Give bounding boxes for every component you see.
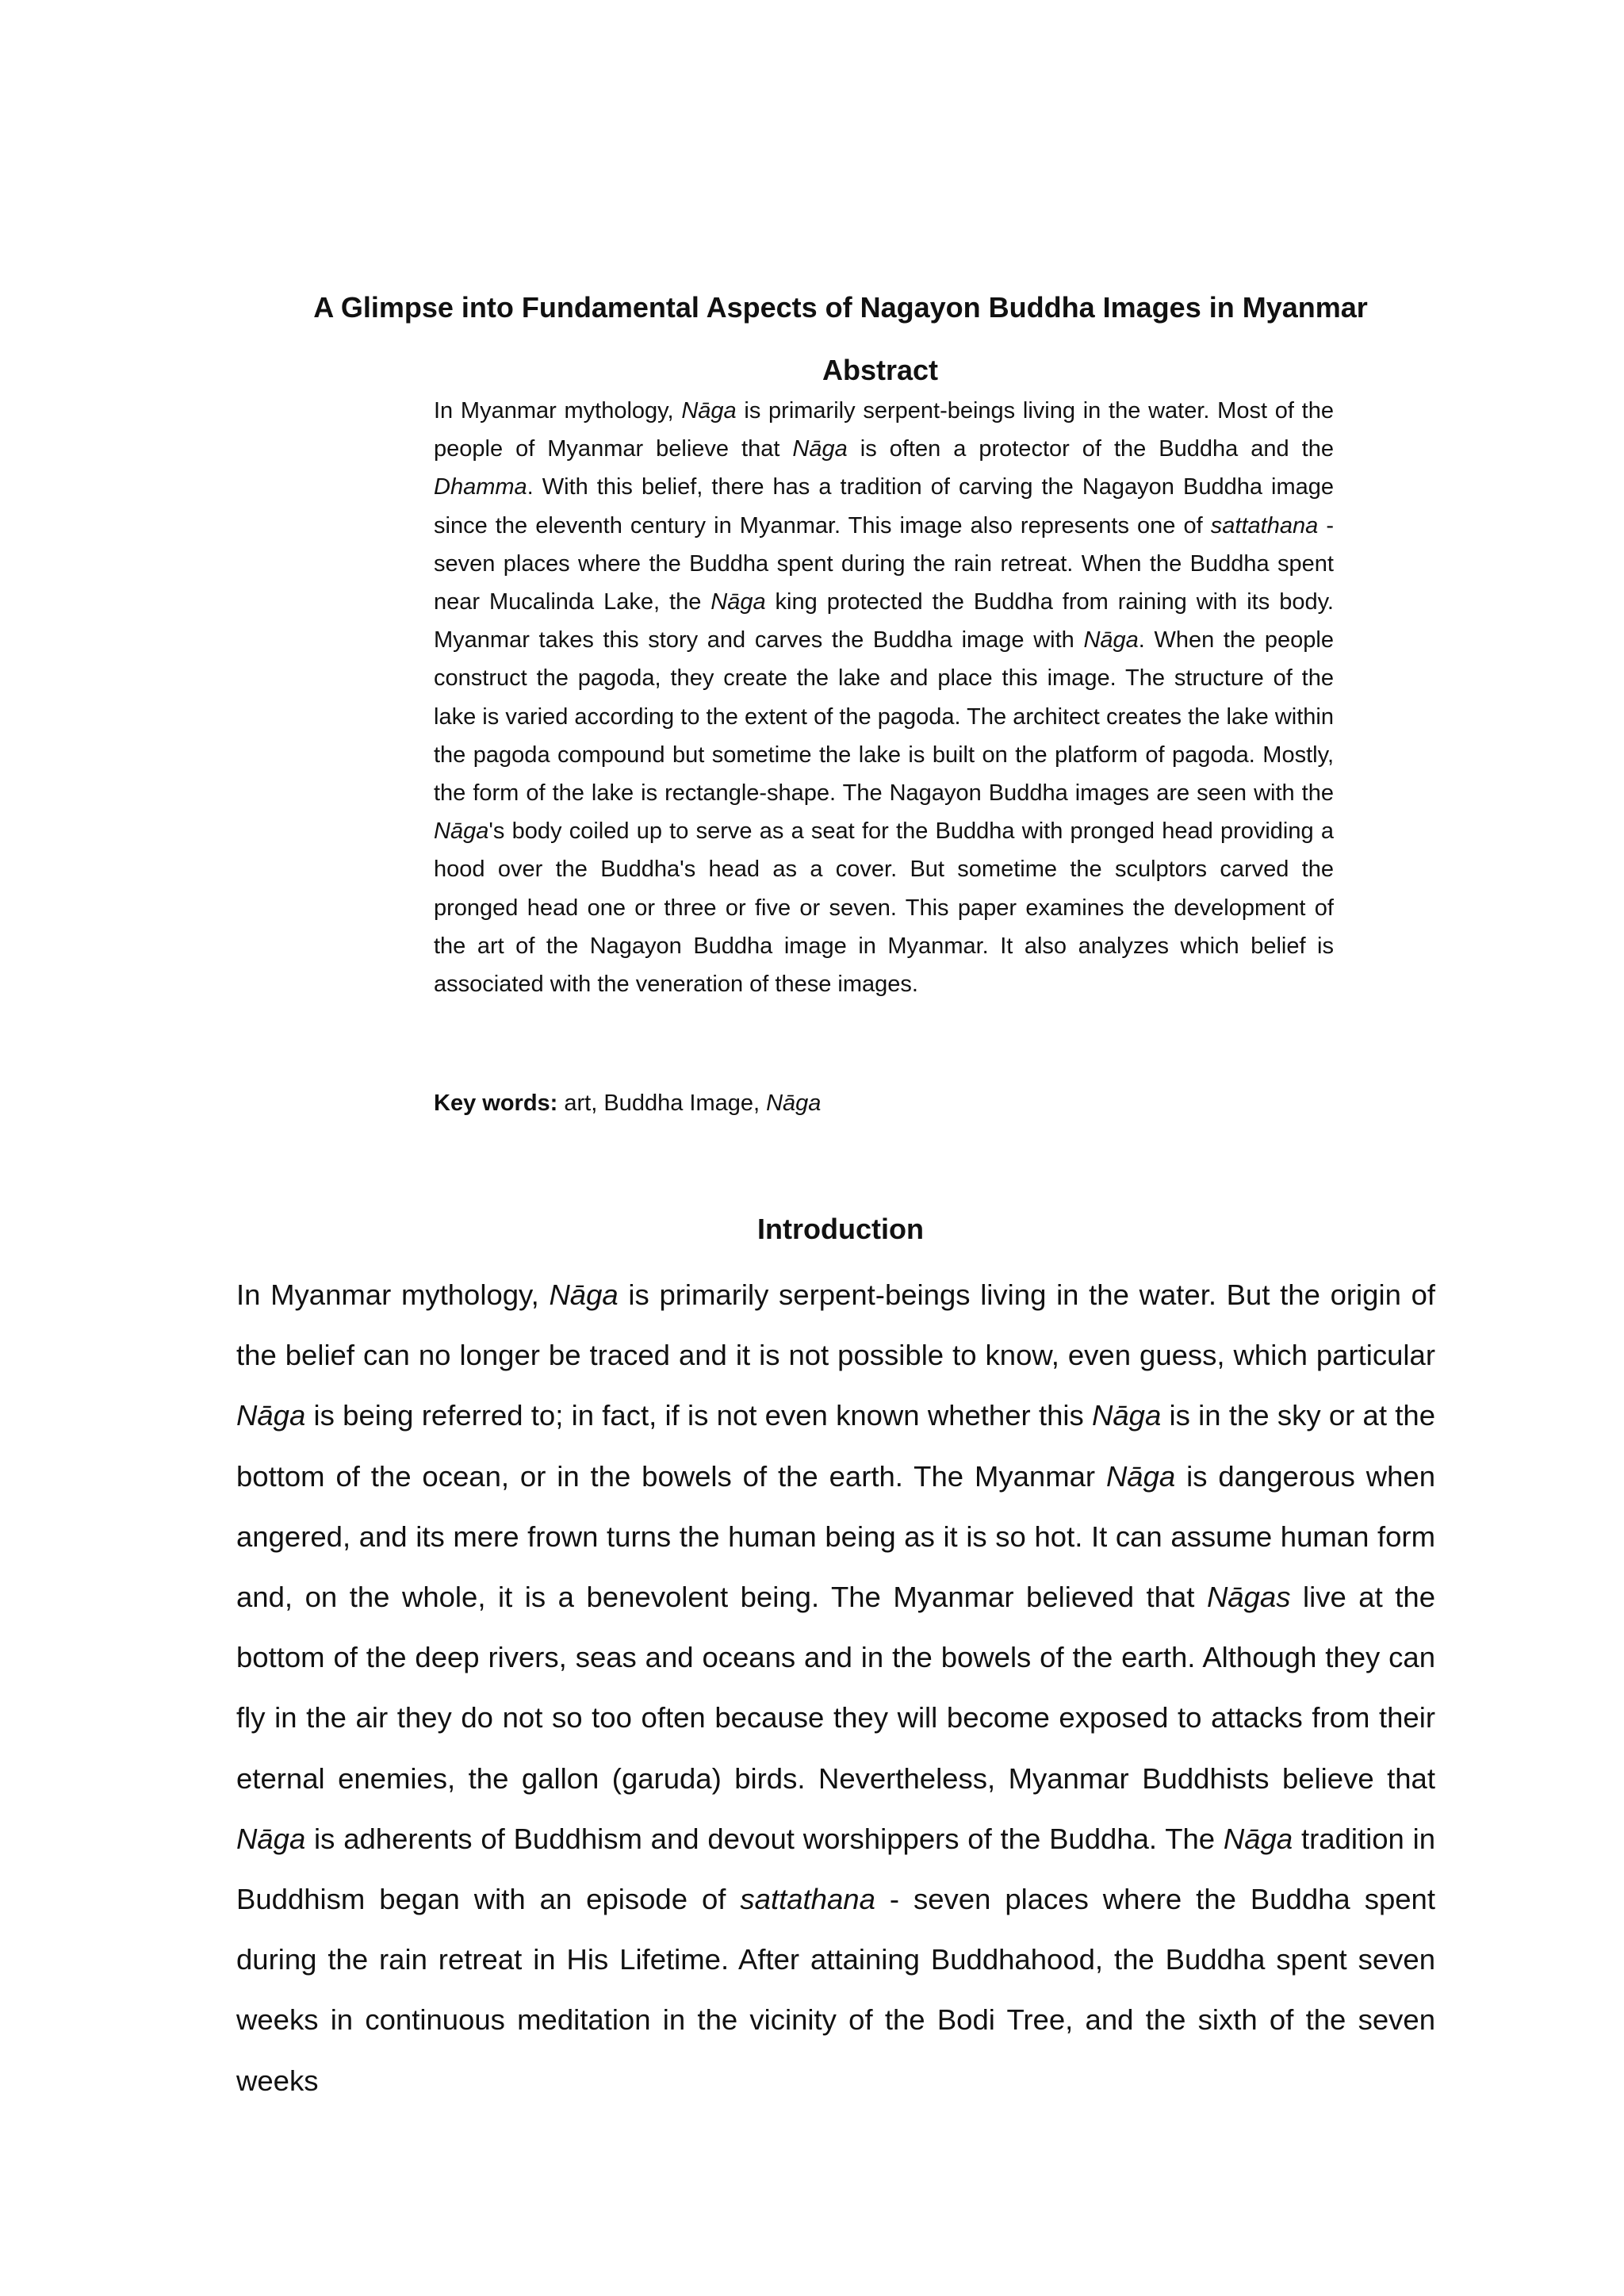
abstract-heading: Abstract [822,354,939,386]
text-segment: - seven places where the Buddha spent during the rain retreat. When the Buddha spent near Mucalinda Lake, the [434,512,1335,615]
text-segment-italic: Dhamma [434,474,527,500]
text-segment: 's body coiled up to serve as a seat for the Buddha with pronged head providing a hood over the Buddha's head as a cover. But sometime the sculptors carved the pronged head one or three or five or seven. This paper examines the development of the art of the Nagayon Buddha image in Myanmar. It also analyzes which belief is associated with the veneration of these images. [434,818,1334,998]
text-segment-italic: Nāga [792,436,848,462]
text-segment: is in the sky or at the bottom of the ocean, or in the bowels of the earth. The Myanmar [236,1399,1435,1493]
text-segment: - seven places where the Buddha spent during the rain retreat in His Lifetime. After attaining Buddhahood, the Buddha spent seven weeks in continuous meditation in the vicinity of the Bodi Tree, and the sixth of the seven weeks [236,1883,1435,2097]
paper-title: A Glimpse into Fundamental Aspects of Nagayon Buddha Images in Myanmar [313,291,1368,324]
text-segment: . With this belief, there has a tradition of carving the Nagayon Buddha image since the eleventh century in Myanmar. This image also represents one of [434,474,1334,539]
text-segment-italic: sattathana [1210,512,1319,539]
text-segment-italic: Nāga [236,1399,306,1432]
keywords-list: art, Buddha Image, [557,1091,767,1116]
text-segment: tradition in Buddhism began with an episode of [236,1822,1436,1916]
text-segment: is dangerous when angered, and its mere frown turns the human being as it is so hot. It can assume human form and, on the whole, it is a benevolent being. The Myanmar believed that [236,1459,1435,1614]
text-segment-italic: sattathana [740,1883,875,1916]
text-segment-italic: Nāga [549,1278,619,1311]
text-segment: . When the people construct the pagoda, they create the lake and place this image. The structure of the lake is varied according to the extent of the pagoda. The architect creates the lake within the pagoda compound but sometime the lake is built on the platform of pagoda. Mostly, the form of the lake is rectangle-shape. The Nagayon Buddha images are seen with the [434,627,1334,807]
introduction-heading: Introduction [757,1213,924,1245]
text-segment-italic: Nāga [681,398,737,424]
text-segment-italic: Nāga [1223,1822,1293,1855]
keywords-italic: Nāga [766,1091,822,1116]
keywords-label: Key words: [434,1091,558,1116]
text-segment: live at the bottom of the deep rivers, seas and oceans and in the bowels of the earth. Although they can fly in the air they do not so too often because they will become exposed to attacks from their eternal enemies, the gallon (garuda) birds. Nevertheless, Myanmar Buddhists believe that [236,1581,1435,1795]
text-segment: In Myanmar mythology, [434,398,682,424]
introduction-paragraph [236,1265,1435,2111]
text-segment-italic: Nāga [1105,1459,1176,1493]
text-segment: is being referred to; in fact, if is not even known whether this [305,1399,1093,1432]
keywords-line [434,1084,1334,1122]
text-segment-italic: Nāga [434,818,489,845]
text-segment-italic: Nāga [236,1822,306,1855]
text-segment: is often a protector of the Buddha and the [847,436,1334,462]
text-segment-italic: Nāga [1092,1399,1162,1432]
text-segment: In Myanmar mythology, [236,1278,550,1311]
text-segment-italic: Nāga [710,589,766,615]
text-segment: is primarily serpent-beings living in the water. Most of the people of Myanmar believe that [434,398,1334,462]
text-segment: is adherents of Buddhism and devout worshippers of the Buddha. The [305,1822,1224,1855]
text-segment-italic: Nāga [1083,627,1139,654]
text-segment-italic: Nāgas [1206,1581,1291,1614]
text-segment: is primarily serpent-beings living in the water. But the origin of the belief can no longer be traced and it is not possible to know, even guess, which particular [236,1278,1436,1372]
abstract-paragraph [434,392,1334,1003]
text-segment: king protected the Buddha from raining with its body. Myanmar takes this story and carves the Buddha image with [434,589,1334,654]
